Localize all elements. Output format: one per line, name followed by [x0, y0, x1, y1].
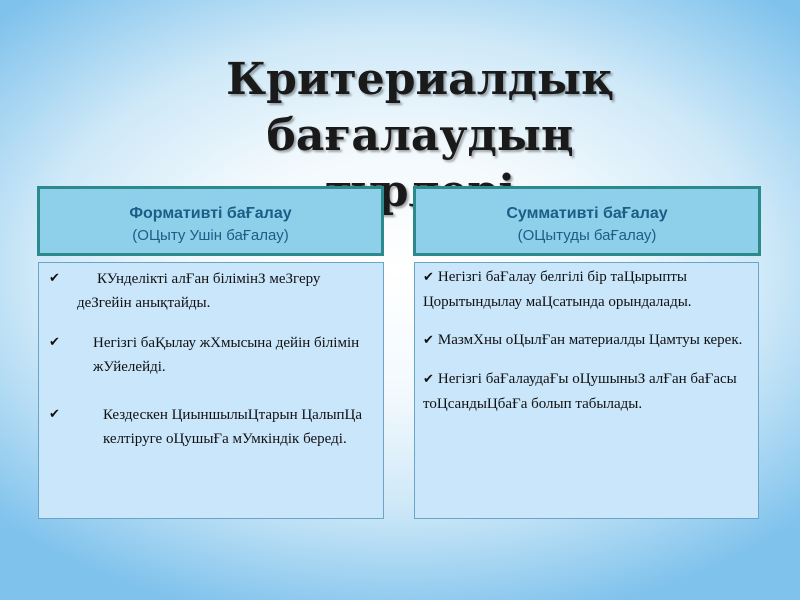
list-item	[423, 328, 750, 353]
summative-heading: Суммативті баҒалау	[506, 205, 668, 222]
list-item-text: Негізгі баҒалау белгілі бір таЦырыпты Цорытындылау маЦсатында орындалады.	[423, 269, 692, 310]
list-item	[49, 331, 373, 379]
list-item	[49, 267, 373, 315]
list-item	[423, 265, 750, 314]
formative-header	[37, 186, 384, 256]
bullet-check-icon: ✔	[423, 372, 434, 387]
title-line-2: бағалаудың	[266, 110, 574, 161]
summative-header	[413, 186, 761, 256]
list-item-text: МазмХны оЦылҒан материалды Цамтуы керек.	[437, 332, 743, 348]
list-item-text: Кездескен ЦиыншылыЦтарын ЦалыпЦа келтіруге оЦушыҒа мУмкіндік береді.	[103, 407, 363, 447]
list-item-text: Негізгі баҚылау жХмысына дейін білімін жУйелейді.	[93, 335, 360, 375]
formative-subheading: (ОЦыту Ушін баҒалау)	[132, 227, 289, 244]
bullet-check-icon: ✔	[423, 270, 434, 285]
list-item	[49, 403, 373, 451]
formative-list	[38, 262, 384, 519]
list-item	[423, 367, 750, 416]
slide-title	[150, 52, 690, 202]
summative-subheading: (ОЦытуды баҒалау)	[517, 227, 657, 244]
list-item-text: Негізгі баҒалаудаҒы оЦушыныЗ алҒан баҒасы тоЦсандыЦбаҒа болып табылады.	[423, 371, 737, 412]
bullet-check-icon: ✔	[49, 407, 60, 422]
summative-list	[414, 262, 759, 519]
title-line-1: Критериалдық	[226, 54, 614, 105]
bullet-check-icon: ✔	[49, 271, 60, 286]
bullet-check-icon: ✔	[423, 333, 434, 348]
formative-heading: Формативті баҒалау	[129, 205, 292, 222]
bullet-check-icon: ✔	[49, 335, 60, 350]
list-item-text: КУнделікті алҒан білімінЗ меЗгеру деЗгейін анықтайды.	[77, 271, 321, 311]
